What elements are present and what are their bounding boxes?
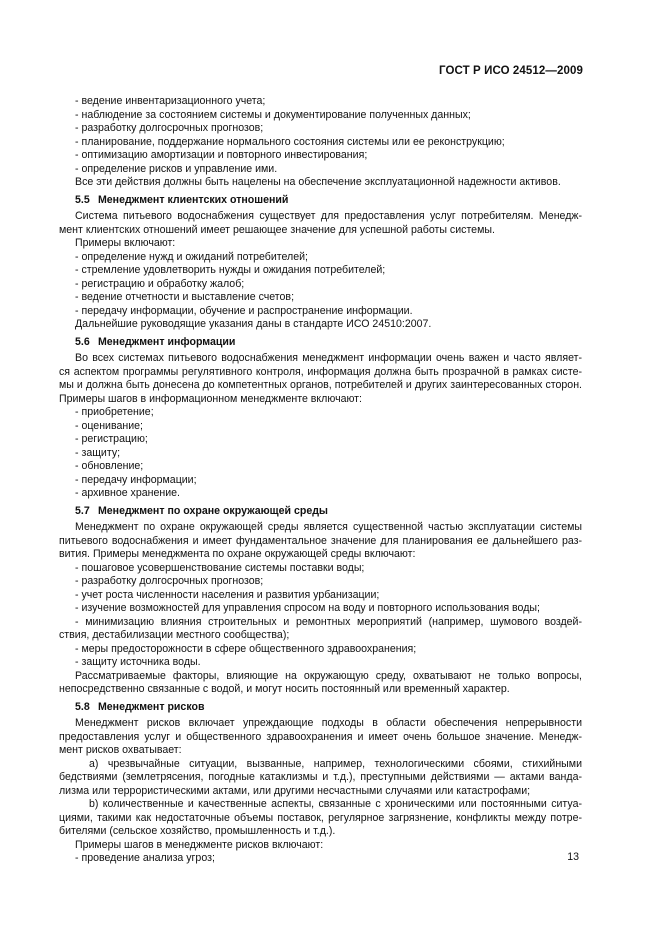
section-number: 5.7: [75, 504, 90, 517]
list-item-continuation: бедствиями (землетрясения, погодные катаклизмы и т.д.), преступными действиями — актами ванда-: [59, 771, 582, 783]
list-item-continuation: ствия, дестабилизации местного сообщества);: [59, 629, 290, 641]
paragraph-line: Менеджмент рисков включает упреждающие подходы в области обеспечения непрерывности: [75, 717, 582, 729]
list-item: - ведение отчетности и выставление счетов;: [75, 291, 295, 303]
list-item: - оценивание;: [75, 419, 143, 432]
list-item: - пошаговое усовершенствование системы поставки воды;: [75, 561, 365, 574]
section-5-5-body: [59, 210, 582, 332]
list-item: - проведение анализа угроз;: [75, 852, 215, 864]
list-item-continuation: циями, такими как недостаточные объемы поставок, регулярное загрязнение, конфликты между потре-: [59, 811, 582, 824]
list-item: - минимизацию влияния строительных и ремонтных мероприятий (например, шумового воздей-: [75, 615, 582, 628]
list-item: - наблюдение за состоянием системы и документирование полученных данных;: [75, 108, 471, 121]
list-item: - разработку долгосрочных прогнозов;: [75, 575, 264, 587]
list-item: - стремление удовлетворить нужды и ожидания потребителей;: [75, 264, 386, 276]
document-body: [59, 95, 582, 866]
paragraph-line: Примеры включают:: [75, 237, 176, 249]
section-heading-5-6: [59, 336, 582, 350]
top-list: [59, 95, 582, 190]
paragraph-line: Менеджмент по охране окружающей среды является существенной частью эксплуатации системы: [75, 521, 582, 533]
list-item: - передачу информации, обучение и распространение информации.: [75, 304, 413, 317]
list-item-continuation: бителями (сельское хозяйство, промышленность и т.д.).: [59, 825, 336, 837]
paragraph-line: Примеры шагов в менеджменте рисков включают:: [75, 838, 324, 851]
list-item: - ведение инвентаризационного учета;: [75, 95, 266, 107]
list-item: - приобретение;: [75, 406, 154, 418]
section-5-8-body: [59, 717, 582, 866]
list-item: - оптимизацию амортизации и повторного инвестирования;: [75, 149, 368, 161]
list-item: - защиту источника воды.: [75, 656, 201, 668]
list-item: - определение нужд и ожиданий потребителей;: [75, 250, 308, 263]
list-item: - меры предосторожности в сфере общественного здравоохранения;: [75, 642, 417, 655]
section-5-7-body: [59, 521, 582, 697]
section-title: Менеджмент информации: [97, 335, 236, 348]
list-item: - разработку долгосрочных прогнозов;: [75, 122, 264, 134]
list-item: - изучение возможностей для управления спросом на воду и повторного использования воды;: [75, 602, 540, 614]
paragraph-line: ся аспектом программы регулятивного контроля, информация должна быть прозрачной в рамках систе-: [59, 365, 582, 378]
paragraph-line: мент рисков охватывает:: [59, 744, 182, 756]
list-item: - архивное хранение.: [75, 487, 180, 499]
section-heading-5-7: [59, 505, 582, 519]
page-number: 13: [567, 851, 579, 863]
list-item: - обновление;: [75, 460, 144, 472]
paragraph-line: мы и должна быть донесена до компетентных органов, потребителей и других заинтересованных сторон.: [59, 379, 582, 391]
paragraph-line: питьевого водоснабжения и имеет фундаментальное значение для планирования ее дальнейшего раз-: [59, 534, 582, 547]
list-item: - планирование, поддержание нормального состояния системы или ее реконструкцию;: [75, 135, 505, 148]
list-item-continuation: лизма или террористическими актами, или другими несчастными случаями или катастрофами;: [59, 784, 531, 797]
section-title: Менеджмент рисков: [97, 700, 205, 713]
paragraph-line: Дальнейшие руководящие указания даны в стандарте ИСО 24510:2007.: [75, 318, 432, 330]
section-5-6-body: [59, 352, 582, 501]
list-item: - регистрацию;: [75, 433, 148, 445]
list-item: - определение рисков и управление ими.: [75, 162, 278, 175]
section-heading-5-8: [59, 701, 582, 715]
list-item: - учет роста численности населения и развития урбанизации;: [75, 588, 380, 601]
paragraph-line: Примеры шагов в информационном менеджменте включают:: [59, 392, 362, 405]
list-item: - регистрацию и обработку жалоб;: [75, 277, 245, 290]
section-title: Менеджмент клиентских отношений: [97, 193, 289, 206]
list-item-b: b) количественные и качественные аспекты, связанные с хроническими или постоянными ситуа-: [89, 798, 582, 810]
section-number: 5.6: [75, 335, 90, 348]
section-number: 5.5: [75, 193, 90, 206]
section-heading-5-5: [59, 194, 582, 208]
paragraph-line: Система питьевого водоснабжения существует для предоставления услуг потребителям. Менедж-: [75, 210, 582, 222]
document-header: ГОСТ Р ИСО 24512—2009: [438, 65, 583, 77]
paragraph-line: Во всех системах питьевого водоснабжения менеджмент информации очень важен и часто являет-: [75, 352, 582, 364]
section-title: Менеджмент по охране окружающей среды: [97, 504, 328, 517]
paragraph-line: Все эти действия должны быть нацелены на обеспечение эксплуатационной надежности активов.: [75, 176, 561, 188]
paragraph-line: мент клиентских отношений имеет решающее значение для успешной работы системы.: [59, 223, 495, 236]
paragraph-line: непосредственно связанные с водой, и могут носить постоянный или временный характер.: [59, 683, 510, 695]
paragraph-line: предоставления услуг и общественного здравоохранения и имеет очень большое значение. Менедж-: [59, 730, 582, 743]
list-item-a: a) чрезвычайные ситуации, вызванные, например, технологическими сбоями, стихийными: [89, 757, 582, 770]
list-item: - передачу информации;: [75, 473, 197, 486]
list-item: - защиту;: [75, 446, 121, 459]
section-number: 5.8: [75, 700, 90, 713]
paragraph-line: Рассматриваемые факторы, влияющие на окружающую среду, охватывают не только вопросы,: [75, 669, 582, 682]
paragraph-line: вития. Примеры менеджмента по охране окружающей среды включают:: [59, 548, 416, 560]
